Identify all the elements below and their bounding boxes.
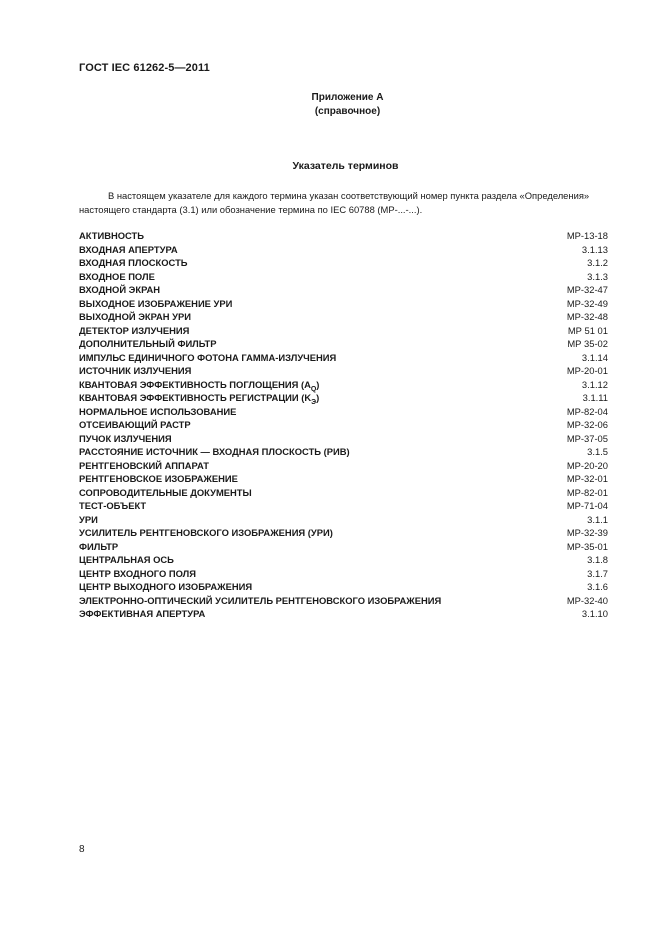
term-name: РЕНТГЕНОВСКОЕ ИЗОБРАЖЕНИЕ — [79, 473, 238, 484]
term-name: ТЕСТ-ОБЪЕКТ — [79, 500, 147, 511]
term-reference: 3.1.2 — [587, 257, 608, 268]
term-reference: МР-32-06 — [566, 419, 608, 430]
term-reference: МР-37-05 — [566, 432, 608, 444]
term-reference: МР-32-39 — [566, 527, 608, 538]
term-row — [79, 472, 608, 486]
page-number: 8 — [79, 844, 85, 855]
term-row — [79, 337, 608, 351]
term-row — [79, 256, 608, 270]
term-reference: МР-20-20 — [566, 459, 608, 471]
term-reference: 3.1.11 — [582, 392, 608, 403]
term-name: СОПРОВОДИТЕЛЬНЫЕ ДОКУМЕНТЫ — [79, 486, 252, 498]
term-name: ПУЧОК ИЗЛУЧЕНИЯ — [79, 432, 172, 444]
term-name: ДОПОЛНИТЕЛЬНЫЙ ФИЛЬТР — [79, 338, 217, 349]
term-reference: МР-32-49 — [566, 297, 608, 309]
annex-heading — [280, 91, 415, 119]
term-reference: 3.1.6 — [587, 581, 608, 592]
annex-subtitle: (справочное) — [314, 106, 381, 117]
term-row — [79, 283, 608, 297]
term-name: РЕНТГЕНОВСКИЙ АППАРАТ — [79, 459, 209, 471]
term-reference: 3.1.13 — [581, 243, 608, 255]
intro-line-2: настоящего стандарта (3.1) или обозначение термина по IEC 60788 (МР-...-...). — [79, 204, 423, 215]
term-name: ЦЕНТР ВЫХОДНОГО ИЗОБРАЖЕНИЯ — [79, 581, 253, 592]
term-reference: МР-71-04 — [566, 500, 608, 511]
term-row — [79, 499, 608, 513]
term-row — [79, 351, 608, 365]
term-row — [79, 459, 608, 473]
term-reference: 3.1.5 — [587, 446, 608, 457]
term-name: РАССТОЯНИЕ ИСТОЧНИК — ВХОДНАЯ ПЛОСКОСТЬ (РИВ) — [79, 446, 350, 457]
term-reference: МР 35-02 — [567, 338, 608, 349]
term-name: ЦЕНТР ВХОДНОГО ПОЛЯ — [79, 567, 196, 579]
term-name: ВЫХОДНОЙ ЭКРАН УРИ — [79, 311, 191, 322]
term-name: ЦЕНТРАЛЬНАЯ ОСЬ — [79, 554, 174, 565]
term-row — [79, 229, 608, 243]
term-row — [79, 391, 608, 405]
term-row — [79, 486, 608, 500]
terms-list — [79, 229, 608, 621]
intro-line-1: В настоящем указателе для каждого термина указан соответствующий номер пункта раздела «Определения» — [108, 190, 590, 201]
term-row — [79, 324, 608, 338]
term-name: ЭФФЕКТИВНАЯ АПЕРТУРА — [79, 608, 206, 619]
term-reference: 3.1.14 — [581, 351, 608, 363]
term-reference: МР-82-01 — [566, 486, 608, 498]
term-name: НОРМАЛЬНОЕ ИСПОЛЬЗОВАНИЕ — [79, 405, 237, 417]
term-name: ДЕТЕКТОР ИЗЛУЧЕНИЯ — [79, 324, 190, 336]
term-name: ВЫХОДНОЕ ИЗОБРАЖЕНИЕ УРИ — [79, 297, 233, 309]
term-name: ВХОДНОЙ ЭКРАН — [79, 284, 161, 295]
term-row — [79, 310, 608, 324]
term-name: ЭЛЕКТРОННО-ОПТИЧЕСКИЙ УСИЛИТЕЛЬ РЕНТГЕНОВСКОГО ИЗОБРАЖЕНИЯ — [79, 594, 442, 606]
term-row — [79, 270, 608, 284]
term-name: ВХОДНАЯ АПЕРТУРА — [79, 243, 178, 255]
term-row — [79, 567, 608, 581]
term-reference: МР-20-01 — [566, 365, 608, 376]
index-intro — [79, 189, 614, 217]
term-row — [79, 432, 608, 446]
term-row — [79, 378, 608, 392]
term-reference: 3.1.3 — [587, 270, 608, 282]
term-row — [79, 445, 608, 459]
term-reference: МР-35-01 — [566, 540, 608, 552]
term-reference: МР-32-40 — [566, 594, 608, 606]
term-row — [79, 513, 608, 527]
term-row — [79, 297, 608, 311]
term-row — [79, 405, 608, 419]
term-row — [79, 607, 608, 621]
term-reference: 3.1.8 — [587, 554, 608, 565]
standard-number: ГОСТ IEC 61262-5—2011 — [79, 62, 210, 74]
index-title: Указатель терминов — [292, 160, 399, 172]
term-reference: МР 51 01 — [567, 324, 608, 336]
term-name: УСИЛИТЕЛЬ РЕНТГЕНОВСКОГО ИЗОБРАЖЕНИЯ (УРИ) — [79, 527, 333, 538]
term-reference: 3.1.12 — [581, 378, 608, 390]
term-name: АКТИВНОСТЬ — [79, 230, 145, 241]
term-reference: МР-32-48 — [566, 311, 608, 322]
term-row — [79, 418, 608, 432]
annex-title: Приложение А — [311, 92, 384, 103]
term-name: УРИ — [79, 513, 98, 525]
term-row — [79, 540, 608, 554]
term-name: ВХОДНАЯ ПЛОСКОСТЬ — [79, 257, 188, 268]
term-row — [79, 580, 608, 594]
term-row — [79, 364, 608, 378]
term-name: ВХОДНОЕ ПОЛЕ — [79, 270, 155, 282]
term-reference: МР-13-18 — [566, 230, 608, 241]
term-row — [79, 243, 608, 257]
term-reference: 3.1.1 — [587, 513, 608, 525]
term-row — [79, 553, 608, 567]
term-reference: МР-32-01 — [566, 473, 608, 484]
term-reference: 3.1.7 — [587, 567, 608, 579]
term-name: ФИЛЬТР — [79, 540, 119, 552]
term-name: ОТСЕИВАЮЩИЙ РАСТР — [79, 419, 191, 430]
term-row — [79, 526, 608, 540]
term-reference: МР-32-47 — [566, 284, 608, 295]
term-reference: МР-82-04 — [566, 405, 608, 417]
term-reference: 3.1.10 — [581, 608, 608, 619]
term-row — [79, 594, 608, 608]
term-name: КВАНТОВАЯ ЭФФЕКТИВНОСТЬ РЕГИСТРАЦИИ $(K_Э)$ — [79, 392, 320, 406]
term-name: ИСТОЧНИК ИЗЛУЧЕНИЯ — [79, 365, 192, 376]
term-name: ИМПУЛЬС ЕДИНИЧНОГО ФОТОНА ГАММА-ИЗЛУЧЕНИЯ — [79, 351, 337, 363]
term-name: КВАНТОВАЯ ЭФФЕКТИВНОСТЬ ПОГЛОЩЕНИЯ $(A_Q)$ — [79, 378, 320, 393]
